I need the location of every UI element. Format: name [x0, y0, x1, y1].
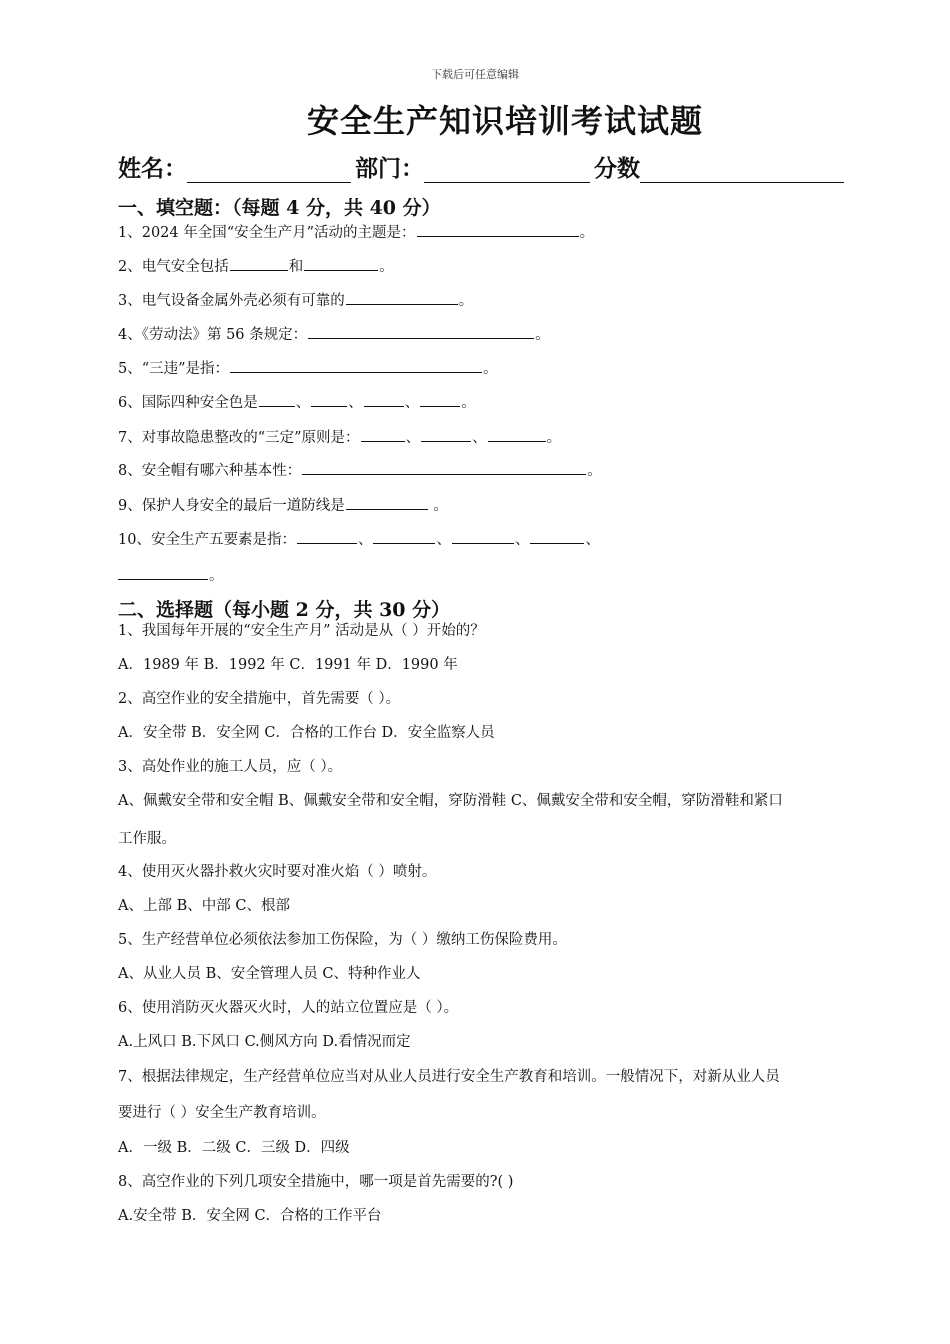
choice-options: A．1989 年 B．1992 年 C．1991 年 D．1990 年: [118, 657, 458, 673]
answer-blank[interactable]: [118, 564, 208, 580]
choice-line: 7、根据法律规定，生产经营单位应当对从业人员进行安全生产教育和培训。一般情况下，对新从业人员: [118, 1069, 780, 1085]
choice-options: A、上部 B、中部 C、根部: [118, 898, 290, 914]
answer-blank[interactable]: [297, 528, 357, 544]
punct: 。: [458, 293, 474, 309]
punct: 。: [428, 498, 448, 514]
choice-line: 5、生产经营单位必须依法参加工伤保险，为（ ）缴纳工伤保险费用。: [118, 932, 567, 948]
fill-question-8: [118, 459, 602, 481]
punct: 。: [546, 430, 562, 446]
punct: 。: [587, 463, 602, 479]
separator: 、: [357, 532, 373, 548]
header-note: 下载后可任意编辑: [431, 68, 519, 81]
separator: 、: [405, 430, 421, 446]
answer-blank[interactable]: [304, 255, 378, 271]
question-text: 2、电气安全包括: [118, 259, 229, 275]
separator: 、: [295, 395, 311, 411]
fill-question-2: [118, 255, 394, 277]
question-text: 8、安全帽有哪六种基本性：: [118, 463, 302, 479]
fill-question-6: [118, 391, 476, 413]
section2-heading: 二、选择题（每小题 2 分，共 30 分）: [118, 599, 451, 621]
choice-options: A、佩戴安全带和安全帽 B、佩戴安全带和安全帽，穿防滑鞋 C、佩戴安全带和安全帽，穿防滑鞋和紧口: [118, 793, 783, 809]
answer-blank[interactable]: [364, 391, 404, 407]
choice-line-continued: 要进行（ ）安全生产教育培训。: [118, 1105, 326, 1121]
separator: 、: [436, 532, 451, 548]
answer-blank[interactable]: [230, 357, 482, 373]
choice-line: 1、我国每年开展的“安全生产月” 活动是从（ ）开始的？: [118, 623, 485, 639]
question-text: 1、2024 年全国“安全生产月”活动的主题是：: [118, 225, 416, 241]
fill-question-9: [118, 494, 448, 516]
separator: 、: [472, 430, 487, 446]
fill-question-5: [118, 357, 498, 379]
punct: 。: [209, 568, 224, 584]
score-label: 分数: [594, 156, 640, 182]
separator: 、: [404, 395, 420, 411]
dept-blank[interactable]: [424, 156, 590, 183]
answer-blank[interactable]: [488, 426, 546, 442]
question-text: 6、国际四种安全色是: [118, 395, 258, 411]
answer-blank[interactable]: [421, 426, 471, 442]
punct: 。: [535, 327, 550, 343]
fill-question-10: [118, 528, 600, 550]
dept-label: 部门：: [355, 156, 424, 182]
answer-blank[interactable]: [530, 528, 584, 544]
choice-line: 2、高空作业的安全措施中，首先需要（ ）。: [118, 691, 401, 707]
choice-line: 6、使用消防灭火器灭火时，人的站立位置应是（ ）。: [118, 1000, 459, 1016]
question-text: 和: [288, 259, 304, 275]
answer-blank[interactable]: [259, 391, 295, 407]
question-text: 7、对事故隐患整改的“三定”原则是：: [118, 430, 360, 446]
answer-blank[interactable]: [230, 255, 288, 271]
info-row: [118, 150, 848, 183]
question-text: 5、“三违”是指：: [118, 361, 230, 377]
answer-blank[interactable]: [308, 323, 534, 339]
question-text: 4、《劳动法》第 56 条规定：: [118, 327, 308, 343]
choice-options: A、从业人员 B、安全管理人员 C、特种作业人: [118, 966, 421, 982]
fill-question-10-continued: [118, 564, 224, 586]
separator: 、: [585, 532, 600, 548]
answer-blank[interactable]: [420, 391, 460, 407]
choice-options: A．安全带 B．安全网 C．合格的工作台 D．安全监察人员: [118, 725, 495, 741]
answer-blank[interactable]: [346, 289, 458, 305]
punct: 。: [461, 395, 476, 411]
choice-options-continued: 工作服。: [118, 831, 176, 847]
question-text: 10、安全生产五要素是指：: [118, 532, 296, 548]
separator: 、: [348, 395, 363, 411]
answer-blank[interactable]: [302, 459, 586, 475]
fill-question-1: [118, 221, 594, 243]
name-label: 姓名：: [118, 156, 187, 182]
section1-heading: 一、填空题：（每题 4 分，共 40 分）: [118, 197, 441, 219]
choice-options: A.安全带 B．安全网 C．合格的工作平台: [118, 1208, 382, 1224]
fill-question-7: [118, 426, 561, 448]
page-title: 安全生产知识培训考试试题: [306, 102, 703, 140]
answer-blank[interactable]: [452, 528, 514, 544]
answer-blank[interactable]: [346, 494, 428, 510]
question-text: 9、保护人身安全的最后一道防线是: [118, 498, 345, 514]
question-text: 3、电气设备金属外壳必须有可靠的: [118, 293, 345, 309]
choice-options: A.上风口 B.下风口 C.侧风方向 D.看情况而定: [118, 1034, 411, 1050]
choice-line: 8、高空作业的下列几项安全措施中，哪一项是首先需要的?( ): [118, 1174, 514, 1190]
choice-line: 4、使用灭火器扑救火灾时要对准火焰（ ）喷射。: [118, 864, 437, 880]
answer-blank[interactable]: [373, 528, 435, 544]
answer-blank[interactable]: [417, 221, 579, 237]
separator: 、: [514, 532, 530, 548]
score-blank[interactable]: [640, 156, 844, 183]
punct: 。: [379, 259, 394, 275]
fill-question-4: [118, 323, 550, 345]
choice-line: 3、高处作业的施工人员，应（ ）。: [118, 759, 343, 775]
name-blank[interactable]: [187, 156, 351, 183]
fill-question-3: [118, 289, 473, 311]
answer-blank[interactable]: [361, 426, 405, 442]
punct: 。: [483, 361, 498, 377]
choice-options: A．一级 B．二级 C．三级 D．四级: [118, 1140, 350, 1156]
answer-blank[interactable]: [311, 391, 347, 407]
punct: 。: [579, 225, 595, 241]
